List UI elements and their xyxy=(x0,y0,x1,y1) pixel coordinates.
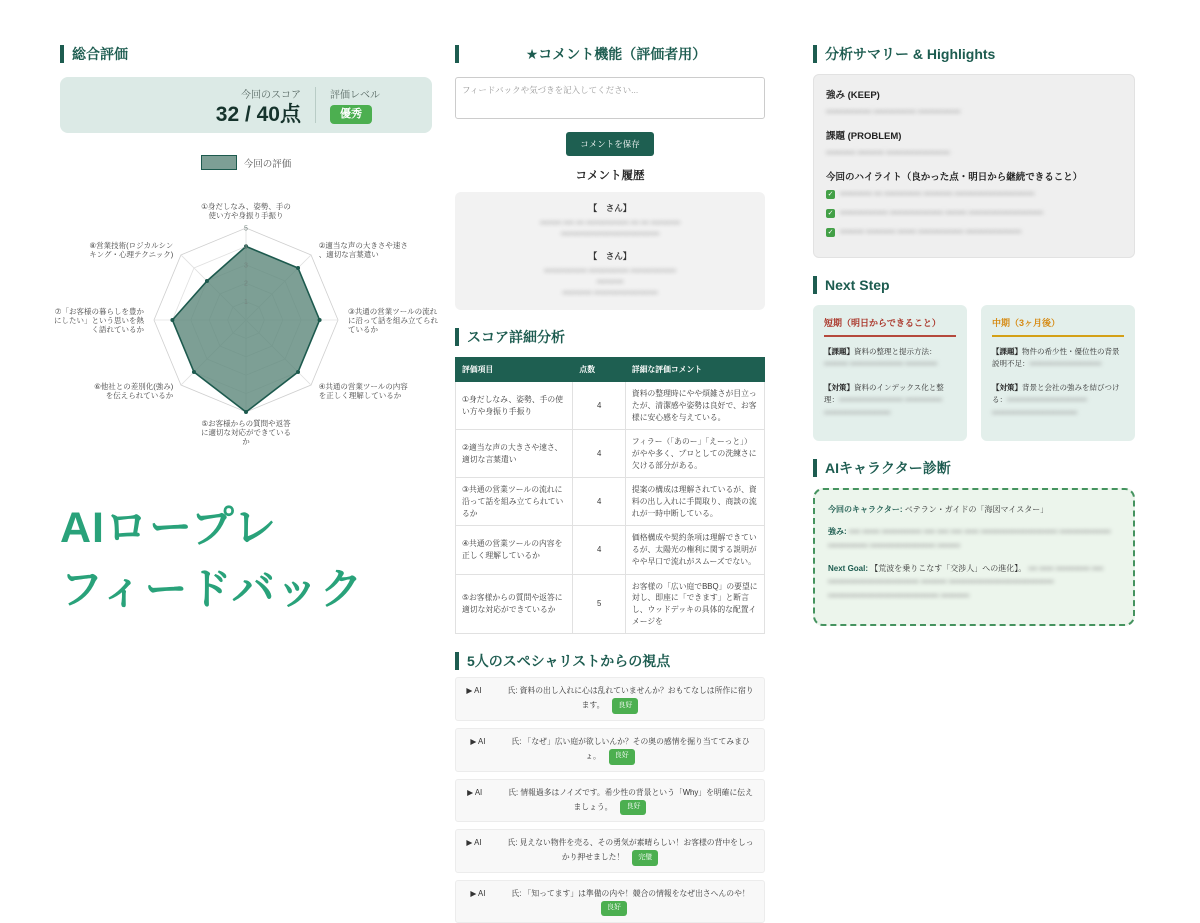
page-title-line1: AIロープレ xyxy=(60,504,278,552)
score-label: 今回のスコア xyxy=(241,89,301,101)
specialist-badge: 良好 xyxy=(609,749,635,765)
score-block xyxy=(216,86,301,125)
divider xyxy=(315,87,316,123)
strength-row xyxy=(828,525,1120,552)
analysis-column xyxy=(813,45,1135,626)
highlight-list xyxy=(826,188,1122,238)
overall-section-title: 総合評価 xyxy=(60,45,432,63)
score-value: 32 / 40点 xyxy=(215,102,301,126)
svg-text:⑦「お客様の暮らしを豊かにしたい」という思いを熱く語れている: ⑦「お客様の暮らしを豊かにしたい」という思いを熱く語れているか xyxy=(54,307,144,334)
save-comment-button[interactable]: コメントを保存 xyxy=(566,132,654,156)
nextstep-block-redacted: ▪▪▪▪▪▪▪▪▪ ▪▪▪▪▪▪▪▪▪▪▪▪▪▪▪▪▪▪▪▪ ▪▪▪▪▪▪▪▪▪▪▪▪ xyxy=(824,359,938,369)
specialist-badge: 良好 xyxy=(612,698,638,714)
specialist-message: 氏: 「なぜ」広い庭が欲しいんか？その奥の感情を掘り当ててみまひょ。 xyxy=(511,736,750,761)
comment-text-redacted: ▪▪▪▪▪▪▪▪▪▪▪ ▪▪▪▪▪▪▪▪▪▪▪▪▪▪▪▪▪▪▪▪▪▪▪▪ xyxy=(562,288,658,297)
expand-arrow-icon: ▶ AI xyxy=(466,838,482,848)
problem-label: 課題 (PROBLEM) xyxy=(826,131,902,142)
radar-svg-container xyxy=(46,170,446,477)
specialist-message: 氏: 情報過多はノイズです。希少性の背景という「Why」を明確に伝えましょう。 xyxy=(508,787,753,812)
radar-legend xyxy=(46,155,446,170)
highlight-text-redacted: ▪▪▪▪▪▪▪▪▪▪▪▪ ▪▪▪ ▪▪▪▪▪▪▪▪▪▪▪▪▪▪ ▪▪▪▪▪▪▪▪▪▪▪ ▪▪▪▪▪▪▪▪▪▪▪▪▪▪▪▪▪▪▪▪▪▪▪▪▪▪▪▪▪▪ xyxy=(840,189,1035,198)
svg-text:5: 5 xyxy=(244,225,248,233)
legend-label: 今回の評価 xyxy=(243,158,292,170)
goal-label: Next Goal: xyxy=(828,563,869,573)
specialist-badge: 良好 xyxy=(601,901,627,917)
nextstep-block-lead: 背景と会社の強みを結びつける： xyxy=(992,382,1120,405)
specialist-row[interactable] xyxy=(455,677,765,721)
score-table-row xyxy=(456,382,765,430)
specialist-message: 氏: 「知ってます」は準備の内や！競合の情報をなぜ出さへんのや！ xyxy=(511,888,750,898)
svg-text:④共通の営業ツールの内容を正しく理解しているか: ④共通の営業ツールの内容を正しく理解しているか xyxy=(318,382,408,401)
character-label: 今回のキャラクター: xyxy=(828,504,903,514)
score-item-cell: ③共通の営業ツールの流れに沿って話を組み立てられているか xyxy=(456,478,573,526)
svg-text:②適当な声の大きさや速さ、適切な言葉遣い: ②適当な声の大きさや速さ、適切な言葉遣い xyxy=(318,240,408,259)
score-comment-cell: 資料の整理時にやや煩雑さが目立ったが、清潔感や姿勢は良好で、お客様に安心感を与えている。 xyxy=(625,382,764,430)
nextstep-block-lead: 物件の希少性・優位性の背景説明不足： xyxy=(992,347,1120,369)
score-item-cell: ④共通の営業ツールの内容を正しく理解しているか xyxy=(456,526,573,574)
score-table-row xyxy=(456,430,765,478)
score-value-cell: 4 xyxy=(573,478,626,526)
score-item-cell: ②適当な声の大きさや速さ、適切な言葉遣い xyxy=(456,430,573,478)
nextstep-block-label: 【課題】 xyxy=(992,347,1022,356)
highlight-text-redacted: ▪▪▪▪▪▪▪▪▪ ▪▪▪▪▪▪▪▪▪▪▪ ▪▪▪▪▪▪▪ ▪▪▪▪▪▪▪▪▪▪▪▪▪▪▪▪▪ ▪▪▪▪▪▪▪▪▪▪▪▪▪▪▪▪▪▪▪▪▪ xyxy=(840,227,1022,236)
nextstep-block-lead: 資料のインデックス化と整理： xyxy=(824,382,944,405)
specialist-badge: 良好 xyxy=(620,800,646,816)
ai-character-card xyxy=(813,488,1135,627)
nextstep-block xyxy=(992,382,1124,419)
highlight-text-redacted: ▪▪▪▪▪▪▪▪▪▪▪▪▪▪▪▪▪▪ ▪▪▪▪▪▪▪▪▪▪▪▪▪▪▪▪▪▪▪▪ ▪▪▪▪▪▪▪▪ ▪▪▪▪▪▪▪▪▪▪▪▪▪▪▪▪▪▪▪▪▪▪▪▪▪▪▪▪ xyxy=(840,208,1043,217)
nextstep-block xyxy=(824,382,956,419)
svg-text:1: 1 xyxy=(244,299,248,307)
expand-arrow-icon: ▶ AI xyxy=(467,787,483,797)
score-detail-table xyxy=(455,357,765,634)
nextstep-block-redacted: ▪▪▪▪▪▪▪▪▪▪▪▪▪▪▪▪▪▪▪▪▪▪▪▪ ▪▪▪▪▪▪▪▪▪▪▪▪▪▪ ▪▪▪▪▪▪▪▪▪▪▪▪▪▪▪▪▪▪▪▪▪▪▪▪▪ xyxy=(824,395,943,417)
comment-entry xyxy=(463,202,757,240)
svg-text:⑤お客様からの質問や返答に適切な対応ができているか: ⑤お客様からの質問や返答に適切な対応ができているか xyxy=(201,419,291,446)
score-item-cell: ①身だしなみ、姿勢、手の使い方や身振り手振り xyxy=(456,382,573,430)
radar-chart xyxy=(46,155,446,477)
page-title xyxy=(60,497,364,622)
ai-character-title: AIキャラクター診断 xyxy=(813,459,1135,477)
score-value-cell: 4 xyxy=(573,526,626,574)
score-table-row xyxy=(456,478,765,526)
score-item-cell: ⑤お客様からの質問や返答に適切な対応ができているか xyxy=(456,574,573,634)
check-icon: ✓ xyxy=(827,210,834,217)
score-table-header: 詳細な評価コメント xyxy=(625,358,764,382)
nextstep-block-redacted: ▪▪▪▪▪▪▪▪▪▪▪▪▪▪▪▪▪▪▪▪▪▪▪▪▪▪▪▪▪▪ ▪▪▪▪▪▪▪▪▪▪▪▪▪▪▪▪▪▪▪▪▪▪▪▪▪▪▪▪▪▪▪▪ xyxy=(992,395,1087,417)
specialist-row[interactable] xyxy=(455,829,765,873)
score-value-cell: 4 xyxy=(573,382,626,430)
score-comment-cell: お客様の「広い庭でBBQ」の要望に対し、即座に「できます」と断言し、ウッドデッキの具体的な配置イメージを xyxy=(625,574,764,634)
svg-text:2: 2 xyxy=(244,280,248,288)
svg-text:①身だしなみ、姿勢、手の使い方や身振り手振り: ①身だしなみ、姿勢、手の使い方や身振り手振り xyxy=(201,202,291,220)
check-icon: ✓ xyxy=(827,191,834,198)
specialist-row[interactable] xyxy=(455,880,765,923)
problem-text-redacted: ▪▪▪▪▪▪▪▪▪▪▪ ▪▪▪▪▪▪▪▪▪▪ ▪▪▪▪▪▪▪▪▪▪▪▪▪▪▪▪▪▪▪▪▪▪▪▪ xyxy=(826,148,950,157)
score-comment-cell: フィラー（「あのー」「えーっと」）がやや多く、プロとしての洗練さに欠ける部分がある。 xyxy=(625,430,764,478)
goal-row xyxy=(828,562,1120,603)
highlight-item xyxy=(826,207,1122,219)
comment-text-redacted: ▪▪▪▪▪▪▪▪ ▪▪▪▪ ▪▪▪ ▪▪▪▪▪▪▪▪▪▪▪▪▪▪▪▪ ▪▪▪ ▪▪▪ ▪▪▪▪▪▪▪▪▪▪▪ xyxy=(539,218,681,227)
summary-title: 分析サマリー & Highlights xyxy=(813,45,1135,63)
expand-arrow-icon: ▶ AI xyxy=(470,888,486,898)
goal-lead: 【荒波を乗りこなす「交渉人」への進化】。 xyxy=(870,563,1027,573)
score-value-cell: 4 xyxy=(573,430,626,478)
character-value: ベテラン・ガイドの「海図マイスター」 xyxy=(904,504,1049,514)
keep-label: 強み (KEEP) xyxy=(826,90,880,101)
nextstep-card-title: 短期（明日からできること） xyxy=(824,316,956,337)
page-title-line2: フィードバック xyxy=(60,566,364,615)
svg-text:3: 3 xyxy=(244,262,248,270)
highlight-label: 今回のハイライト（良かった点・明日から継続できること） xyxy=(826,172,1083,183)
specialist-row[interactable] xyxy=(455,728,765,772)
strength-text-redacted: ▪▪▪▪ ▪▪▪▪▪▪ ▪▪▪▪▪▪▪▪▪▪▪▪▪▪ ▪▪▪▪ ▪▪▪▪ ▪▪▪▪ ▪▪▪▪▪ ▪▪▪▪▪▪▪▪▪▪▪▪▪▪▪▪▪▪▪▪▪▪▪▪▪▪▪ ▪▪▪▪▪▪▪▪▪▪▪▪▪▪▪▪▪▪ ▪▪▪▪▪▪▪▪▪▪▪▪▪▪ ▪▪▪▪▪▪▪▪▪▪▪▪▪▪▪▪▪▪▪▪▪▪▪ ▪▪▪▪▪▪▪▪ xyxy=(828,527,1111,551)
nextstep-block-label: 【対策】 xyxy=(992,382,1022,392)
nextstep-block xyxy=(992,346,1124,371)
highlight-item xyxy=(826,226,1122,238)
score-table-header: 点数 xyxy=(573,358,626,382)
score-card xyxy=(60,77,432,133)
specialist-message: 氏: 見えない物件を売る、その勇気が素晴らしい！お客様の背中をしっかり押せました！ xyxy=(507,838,754,862)
nextstep-block xyxy=(824,346,956,371)
nextstep-block-redacted: ▪▪▪▪▪▪▪▪▪▪▪▪▪▪▪▪▪▪▪▪▪▪▪▪▪▪▪ xyxy=(1029,359,1102,369)
comment-history-box xyxy=(455,192,765,310)
expand-arrow-icon: ▶ AI xyxy=(470,736,486,746)
specialist-badge: 完璧 xyxy=(632,850,658,866)
comment-entry xyxy=(463,250,757,299)
score-comment-cell: 提案の構成は理解されているが、資料の出し入れに手間取り、商談の流れが一時中断している。 xyxy=(625,478,764,526)
check-icon: ✓ xyxy=(827,229,834,236)
specialists-title: 5人のスペシャリストからの視点 xyxy=(455,652,765,670)
expand-arrow-icon: ▶ AI xyxy=(466,686,482,696)
nextstep-block-lead: 資料の整理と提示方法： xyxy=(854,347,937,356)
score-table-header: 評価項目 xyxy=(456,358,573,382)
score-table-row xyxy=(456,574,765,634)
nextstep-block-label: 【対策】 xyxy=(824,382,854,392)
goal-text-redacted: ▪▪▪ ▪▪▪▪▪ ▪▪▪▪▪▪▪▪▪▪▪▪ ▪▪▪▪ ▪▪▪▪▪▪▪▪▪▪▪▪▪▪▪▪▪▪▪▪▪▪▪▪▪▪▪▪▪▪▪▪ ▪▪▪▪▪▪▪▪▪ ▪▪▪▪▪▪▪▪▪▪▪▪▪▪▪▪▪▪▪▪▪▪▪▪▪▪▪▪▪▪▪▪▪▪▪▪▪ ▪▪▪▪▪▪▪▪▪▪▪▪▪▪▪▪▪▪▪▪▪▪▪▪▪▪▪▪▪▪▪▪▪▪▪▪▪▪▪ ▪▪▪▪▪▪▪▪▪▪ xyxy=(828,563,1104,600)
svg-text:③共通の営業ツールの流れに沿って話を組み立てられているか: ③共通の営業ツールの流れに沿って話を組み立てられているか xyxy=(348,307,438,334)
level-label: 評価レベル xyxy=(330,89,380,101)
nextstep-card-title: 中期（3ヶ月後） xyxy=(992,316,1124,337)
comment-text-redacted: ▪▪▪▪▪▪▪▪▪▪▪▪▪▪▪▪ ▪▪▪▪▪▪▪▪▪▪▪▪▪▪▪ ▪▪▪▪▪▪▪▪▪▪▪▪▪▪▪▪▪ xyxy=(544,265,676,275)
overall-column xyxy=(54,45,438,680)
specialist-list xyxy=(455,677,765,923)
nextstep-cards xyxy=(813,305,1135,441)
level-block xyxy=(330,86,380,124)
specialist-row[interactable] xyxy=(455,779,765,823)
character-row xyxy=(828,503,1120,517)
highlight-item xyxy=(826,188,1122,200)
comment-text-redacted: ▪▪▪▪▪▪▪▪▪▪ xyxy=(596,276,624,286)
nextstep-title: Next Step xyxy=(813,276,1135,294)
specialist-message: 氏: 資料の出し入れに心は乱れていませんか？おもてなしは所作に宿ります。 xyxy=(507,686,754,710)
keep-text-redacted: ▪▪▪▪▪▪▪▪▪▪▪▪▪▪▪▪▪ ▪▪▪▪▪▪▪▪▪▪▪▪▪▪▪▪ ▪▪▪▪▪▪▪▪▪▪▪▪▪▪▪▪ xyxy=(826,107,961,116)
nextstep-card xyxy=(813,305,967,441)
strength-label: 強み: xyxy=(828,527,847,537)
svg-text:4: 4 xyxy=(244,243,248,251)
nextstep-card xyxy=(981,305,1135,441)
level-badge: 優秀 xyxy=(330,105,372,124)
svg-text:⑥他社との差別化(強み)を伝えられているか: ⑥他社との差別化(強み)を伝えられているか xyxy=(94,382,174,401)
score-comment-cell: 価格構成や契約条項は理解できているが、太陽光の権利に関する説明がやや早口で流れがスムーズでない。 xyxy=(625,526,764,574)
comment-column xyxy=(455,45,765,923)
comment-section-title: ★コメント機能（評価者用） xyxy=(455,45,765,63)
score-value-cell: 5 xyxy=(573,574,626,634)
score-table-row xyxy=(456,526,765,574)
summary-card xyxy=(813,74,1135,258)
legend-swatch-icon xyxy=(201,155,237,170)
comment-text-redacted: ▪▪▪▪▪▪▪▪▪▪▪▪▪▪▪▪▪▪▪▪▪▪▪▪▪▪▪▪▪▪▪▪▪▪▪▪▪ xyxy=(560,229,660,239)
comment-history-title: コメント履歴 xyxy=(575,170,645,182)
comment-author: 【 さん】 xyxy=(588,250,632,261)
nextstep-block-label: 【課題】 xyxy=(824,347,854,356)
comment-input[interactable] xyxy=(455,77,765,119)
svg-text:⑧営業技術(ロジカルシンキング・心理テクニック): ⑧営業技術(ロジカルシンキング・心理テクニック) xyxy=(89,240,174,259)
score-detail-title: スコア詳細分析 xyxy=(455,328,765,346)
comment-author: 【 さん】 xyxy=(588,203,632,213)
